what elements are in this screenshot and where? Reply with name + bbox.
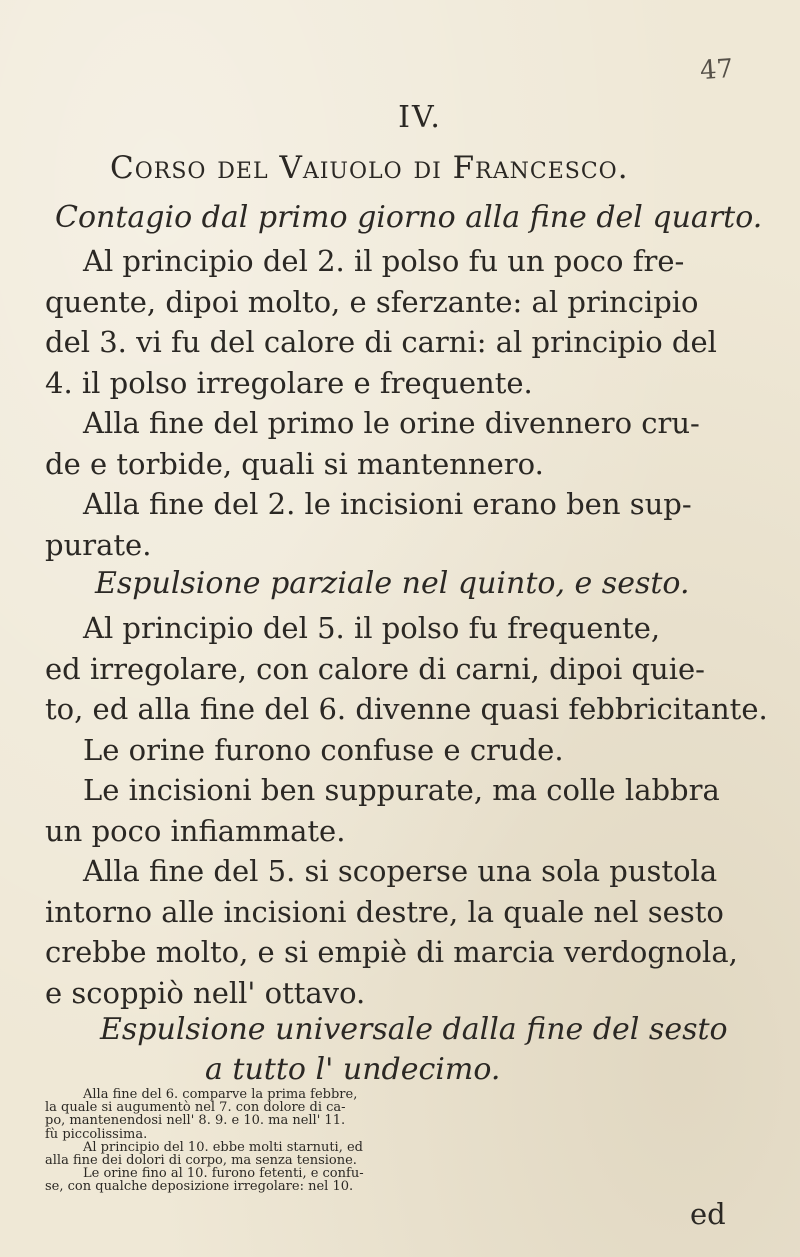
text-line: Al principio del 2. il polso fu un poco fre- bbox=[83, 244, 685, 278]
text-line: Le incisioni ben suppurate, ma colle labbra bbox=[83, 773, 720, 807]
paragraph-block-2 bbox=[45, 608, 768, 1013]
subheading-universal-eruption-2: a tutto l' undecimo. bbox=[205, 1052, 501, 1087]
subheading-contagion: Contagio dal primo giorno alla fine del quarto. bbox=[55, 200, 763, 235]
text-line: Alla fine del primo le orine divennero cru- bbox=[83, 406, 700, 440]
subheading-universal-eruption-1: Espulsione universale dalla fine del sesto bbox=[100, 1012, 728, 1047]
text-line: purate. bbox=[45, 527, 152, 562]
chapter-number bbox=[0, 100, 800, 135]
text-line: se, con qualche deposizione irregolare: nel 10. bbox=[45, 1179, 354, 1195]
chapter-label: IV. bbox=[398, 100, 442, 135]
paragraph-block-3 bbox=[45, 1088, 765, 1194]
text-line: alla fine dei dolori di corpo, ma senza tensione. bbox=[45, 1152, 357, 1168]
text-line: po, mantenendosi nell' 8. 9. e 10. ma nell' 11. bbox=[45, 1113, 346, 1129]
text-line: intorno alle incisioni destre, la quale nel sesto bbox=[45, 894, 724, 929]
text-line: Alla fine del 2. le incisioni erano ben sup- bbox=[83, 487, 692, 521]
text-line: de e torbide, quali si mantennero. bbox=[45, 446, 544, 481]
text-line: crebbe molto, e si empiè di marcia verdognola, bbox=[45, 935, 738, 969]
text-line: to, ed alla fine del 6. divenne quasi febbricitante. bbox=[45, 692, 768, 726]
text-line: Al principio del 10. ebbe molti starnuti, ed bbox=[83, 1139, 363, 1155]
text-line: fù piccolissima. bbox=[45, 1126, 148, 1142]
text-line: un poco infiammate. bbox=[45, 813, 346, 848]
text-line: Le orine furono confuse e crude. bbox=[83, 732, 564, 767]
page-number: 47 bbox=[698, 53, 735, 87]
text-line: ed irregolare, con calore di carni, dipoi quie- bbox=[45, 651, 705, 686]
catchword: ed bbox=[690, 1197, 726, 1231]
text-line: Le orine fino al 10. furono fetenti, e confu- bbox=[83, 1166, 364, 1182]
section-heading: Corso del Vaiuolo di Francesco. bbox=[110, 150, 629, 186]
text-line: Al principio del 5. il polso fu frequente, bbox=[83, 611, 661, 645]
text-line: e scoppiò nell' ottavo. bbox=[45, 975, 366, 1010]
text-line: 4. il polso irregolare e frequente. bbox=[45, 365, 533, 400]
text-line: Alla fine del 5. si scoperse una sola pustola bbox=[83, 854, 718, 888]
text-line: la quale si augumentò nel 7. con dolore di ca- bbox=[45, 1100, 346, 1116]
text-line: quente, dipoi molto, e sferzante: al principio bbox=[45, 284, 699, 319]
subheading-partial-eruption: Espulsione parziale nel quinto, e sesto. bbox=[95, 566, 690, 601]
paragraph-block-1 bbox=[45, 241, 765, 565]
text-line: Alla fine del 6. comparve la prima febbre, bbox=[83, 1087, 358, 1102]
text-line: del 3. vi fu del calore di carni: al principio del bbox=[45, 325, 717, 359]
